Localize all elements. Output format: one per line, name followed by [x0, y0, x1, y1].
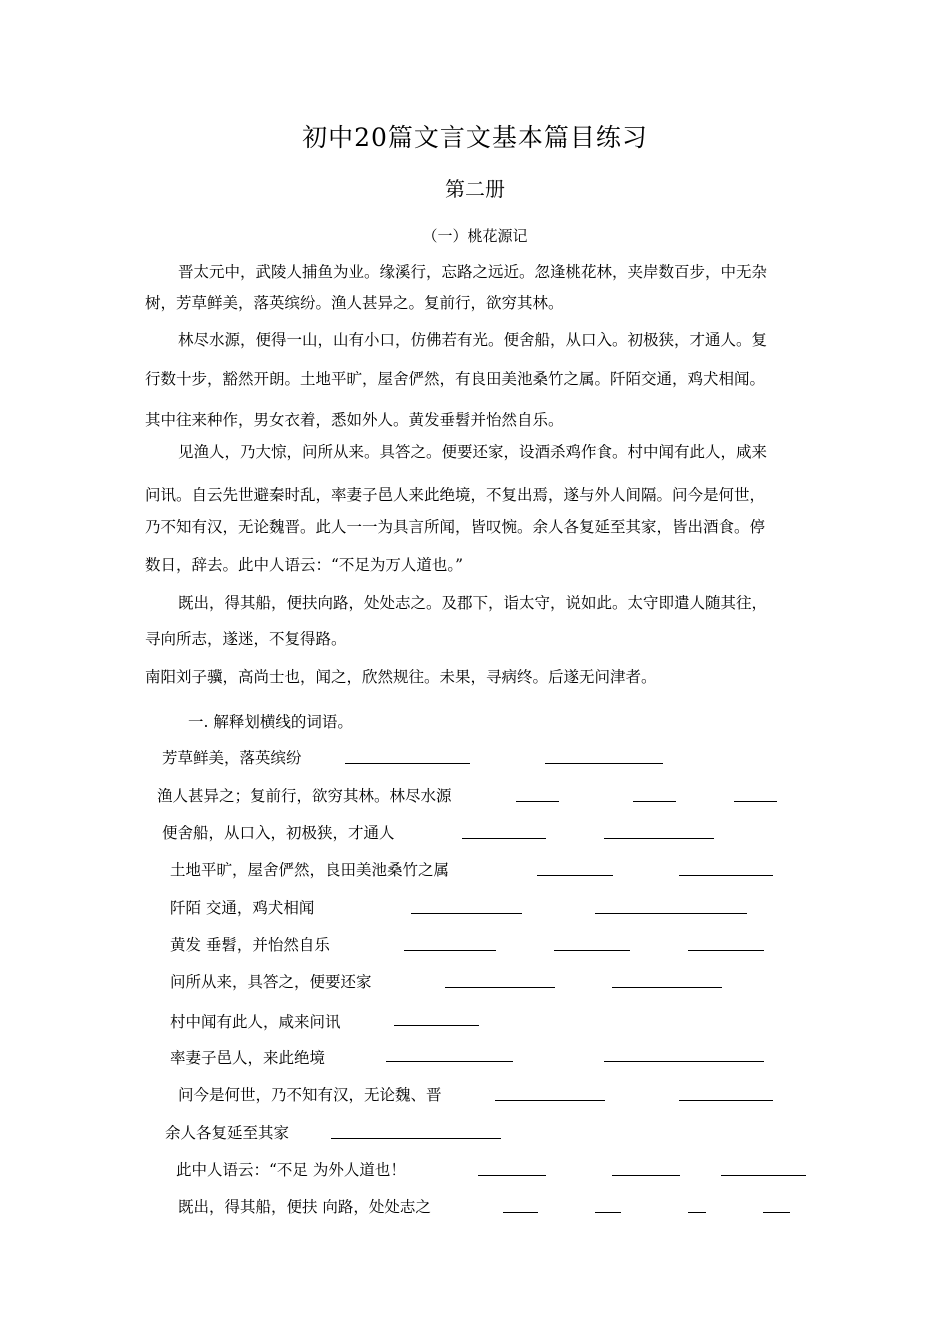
passage-line: 数日，辞去。此中人语云：“不足为万人道也。” — [145, 556, 464, 574]
answer-blank[interactable] — [386, 1061, 513, 1062]
answer-blank[interactable] — [734, 801, 777, 802]
answer-blank[interactable] — [604, 1061, 764, 1062]
exercise-item: 阡陌 交通，鸡犬相闻 — [170, 899, 315, 917]
answer-blank[interactable] — [679, 875, 773, 876]
answer-blank[interactable] — [595, 913, 747, 914]
passage-line: 行数十步，豁然开朗。土地平旷，屋舍俨然，有良田美池桑竹之属。阡陌交通，鸡犬相闻。 — [145, 370, 766, 388]
answer-blank[interactable] — [721, 1175, 806, 1176]
exercise-item: 渔人甚异之；复前行，欲穷其林。林尽水源 — [157, 787, 452, 805]
exercise-item: 此中人语云：“不足 为外人道也！ — [176, 1161, 406, 1179]
exercise-item: 村中闻有此人，咸来问讯 — [170, 1013, 341, 1031]
answer-blank[interactable] — [633, 801, 676, 802]
volume-subtitle: 第二册 — [445, 177, 505, 201]
passage-line: 树，芳草鲜美，落英缤纷。渔人甚异之。复前行，欲穷其林。 — [145, 294, 564, 312]
answer-blank[interactable] — [688, 1212, 706, 1213]
answer-blank[interactable] — [537, 875, 613, 876]
answer-blank[interactable] — [411, 913, 522, 914]
passage-line: 既出，得其船，便扶向路，处处志之。及郡下，诣太守，说如此。太守即遣人随其往， — [178, 594, 768, 612]
answer-blank[interactable] — [331, 1138, 501, 1139]
answer-blank[interactable] — [404, 950, 496, 951]
answer-blank[interactable] — [478, 1175, 546, 1176]
answer-blank[interactable] — [595, 1212, 621, 1213]
question-heading: 一. 解释划横线的词语。 — [188, 713, 353, 731]
answer-blank[interactable] — [763, 1212, 790, 1213]
exercise-item: 黄发 垂髫，并怡然自乐 — [170, 936, 330, 954]
answer-blank[interactable] — [612, 1175, 680, 1176]
answer-blank[interactable] — [679, 1100, 773, 1101]
passage-line: 其中往来种作，男女衣着，悉如外人。黄发垂髫并怡然自乐。 — [145, 411, 564, 429]
passage-line: 乃不知有汉，无论魏晋。此人一一为具言所闻，皆叹惋。余人各复延至其家，皆出酒食。停 — [145, 518, 766, 536]
answer-blank[interactable] — [516, 801, 559, 802]
page-title: 初中20篇文言文基本篇目练习 — [302, 123, 648, 152]
answer-blank[interactable] — [554, 950, 630, 951]
answer-blank[interactable] — [604, 838, 714, 839]
passage-line: 问讯。自云先世避秦时乱，率妻子邑人来此绝境，不复出焉，遂与外人间隔。问今是何世， — [145, 486, 766, 504]
answer-blank[interactable] — [503, 1212, 538, 1213]
answer-blank[interactable] — [495, 1100, 605, 1101]
exercise-item: 问今是何世，乃不知有汉，无论魏、晋 — [178, 1086, 442, 1104]
answer-blank[interactable] — [445, 987, 555, 988]
passage-line: 南阳刘子骥，高尚士也，闻之，欣然规往。未果，寻病终。后遂无问津者。 — [145, 668, 657, 686]
answer-blank[interactable] — [394, 1025, 479, 1026]
exercise-item: 土地平旷，屋舍俨然，良田美池桑竹之属 — [170, 861, 450, 879]
answer-blank[interactable] — [545, 763, 663, 764]
passage-line: 寻向所志，遂迷，不复得路。 — [145, 630, 347, 648]
section-heading: （一）桃花源记 — [422, 227, 528, 245]
passage-line: 林尽水源，便得一山，山有小口，仿佛若有光。便舍船，从口入。初极狭，才通人。复 — [178, 331, 768, 349]
passage-line: 见渔人，乃大惊，问所从来。具答之。便要还家，设酒杀鸡作食。村中闻有此人，咸来 — [178, 443, 768, 461]
exercise-item: 芳草鲜美，落英缤纷 — [162, 749, 302, 767]
passage-line: 晋太元中，武陵人捕鱼为业。缘溪行，忘路之远近。忽逢桃花林，夹岸数百步，中无杂 — [178, 263, 768, 281]
exercise-item: 余人各复延至其家 — [165, 1124, 290, 1142]
answer-blank[interactable] — [462, 838, 546, 839]
exercise-item: 既出，得其船，便扶 向路，处处志之 — [178, 1198, 431, 1216]
exercise-item: 率妻子邑人，来此绝境 — [170, 1049, 326, 1067]
exercise-item: 问所从来，具答之，便要还家 — [170, 973, 372, 991]
answer-blank[interactable] — [345, 763, 470, 764]
answer-blank[interactable] — [612, 987, 722, 988]
exercise-item: 便舍船，从口入，初极狭，才通人 — [162, 824, 395, 842]
answer-blank[interactable] — [688, 950, 764, 951]
